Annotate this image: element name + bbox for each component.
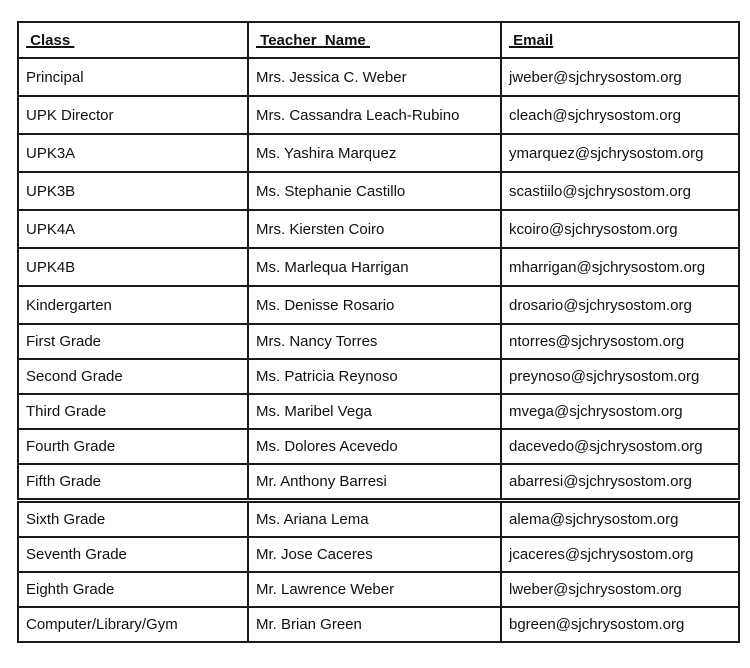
class-cell: Fifth Grade bbox=[18, 464, 248, 499]
table-row bbox=[18, 464, 739, 499]
teacher-name-cell: Ms. Marlequa Harrigan bbox=[248, 248, 501, 286]
email-cell[interactable]: mharrigan@sjchrysostom.org bbox=[501, 248, 739, 286]
email-cell[interactable]: kcoiro@sjchrysostom.org bbox=[501, 210, 739, 248]
teacher-name-cell: Ms. Maribel Vega bbox=[248, 394, 501, 429]
header-teacher-name: Teacher Name bbox=[248, 22, 501, 58]
teacher-name-cell: Mrs. Cassandra Leach-Rubino bbox=[248, 96, 501, 134]
table-row bbox=[18, 96, 739, 134]
table-row bbox=[18, 572, 739, 607]
teacher-name-cell: Mr. Brian Green bbox=[248, 607, 501, 642]
class-cell: Computer/Library/Gym bbox=[18, 607, 248, 642]
teacher-name-cell: Ms. Denisse Rosario bbox=[248, 286, 501, 324]
class-cell: Fourth Grade bbox=[18, 429, 248, 464]
teacher-name-cell: Ms. Ariana Lema bbox=[248, 502, 501, 537]
teacher-name-cell: Mr. Jose Caceres bbox=[248, 537, 501, 572]
class-cell: Kindergarten bbox=[18, 286, 248, 324]
email-cell[interactable]: dacevedo@sjchrysostom.org bbox=[501, 429, 739, 464]
email-cell[interactable]: mvega@sjchrysostom.org bbox=[501, 394, 739, 429]
table-row bbox=[18, 359, 739, 394]
email-cell[interactable]: drosario@sjchrysostom.org bbox=[501, 286, 739, 324]
email-cell[interactable]: bgreen@sjchrysostom.org bbox=[501, 607, 739, 642]
table-row bbox=[18, 286, 739, 324]
teacher-name-cell: Ms. Yashira Marquez bbox=[248, 134, 501, 172]
teacher-name-cell: Mr. Anthony Barresi bbox=[248, 464, 501, 499]
table-header-row bbox=[18, 22, 739, 58]
table-row bbox=[18, 537, 739, 572]
table-row bbox=[18, 502, 739, 537]
header-class: Class bbox=[18, 22, 248, 58]
email-cell[interactable]: jweber@sjchrysostom.org bbox=[501, 58, 739, 96]
email-cell[interactable]: scastiilo@sjchrysostom.org bbox=[501, 172, 739, 210]
email-cell[interactable]: cleach@sjchrysostom.org bbox=[501, 96, 739, 134]
class-cell: First Grade bbox=[18, 324, 248, 359]
teacher-name-cell: Ms. Dolores Acevedo bbox=[248, 429, 501, 464]
table-row bbox=[18, 172, 739, 210]
table-row bbox=[18, 429, 739, 464]
table-row bbox=[18, 394, 739, 429]
email-cell[interactable]: ymarquez@sjchrysostom.org bbox=[501, 134, 739, 172]
table-row bbox=[18, 58, 739, 96]
class-cell: Second Grade bbox=[18, 359, 248, 394]
class-cell: Seventh Grade bbox=[18, 537, 248, 572]
staff-directory-table bbox=[17, 21, 740, 500]
class-cell: Third Grade bbox=[18, 394, 248, 429]
email-cell[interactable]: abarresi@sjchrysostom.org bbox=[501, 464, 739, 499]
table-row bbox=[18, 607, 739, 642]
header-email: Email bbox=[501, 22, 739, 58]
class-cell: Eighth Grade bbox=[18, 572, 248, 607]
email-cell[interactable]: ntorres@sjchrysostom.org bbox=[501, 324, 739, 359]
table-row bbox=[18, 210, 739, 248]
teacher-name-cell: Ms. Stephanie Castillo bbox=[248, 172, 501, 210]
teacher-name-cell: Mrs. Jessica C. Weber bbox=[248, 58, 501, 96]
teacher-name-cell: Ms. Patricia Reynoso bbox=[248, 359, 501, 394]
class-cell: Principal bbox=[18, 58, 248, 96]
class-cell: UPK4A bbox=[18, 210, 248, 248]
teacher-name-cell: Mr. Lawrence Weber bbox=[248, 572, 501, 607]
email-cell[interactable]: alema@sjchrysostom.org bbox=[501, 502, 739, 537]
class-cell: UPK4B bbox=[18, 248, 248, 286]
class-cell: UPK Director bbox=[18, 96, 248, 134]
class-cell: UPK3A bbox=[18, 134, 248, 172]
teacher-name-cell: Mrs. Nancy Torres bbox=[248, 324, 501, 359]
email-cell[interactable]: jcaceres@sjchrysostom.org bbox=[501, 537, 739, 572]
class-cell: Sixth Grade bbox=[18, 502, 248, 537]
table-row bbox=[18, 324, 739, 359]
table-row bbox=[18, 248, 739, 286]
table-row bbox=[18, 134, 739, 172]
staff-directory-table-continued bbox=[17, 501, 740, 643]
email-cell[interactable]: preynoso@sjchrysostom.org bbox=[501, 359, 739, 394]
class-cell: UPK3B bbox=[18, 172, 248, 210]
email-cell[interactable]: lweber@sjchrysostom.org bbox=[501, 572, 739, 607]
teacher-name-cell: Mrs. Kiersten Coiro bbox=[248, 210, 501, 248]
